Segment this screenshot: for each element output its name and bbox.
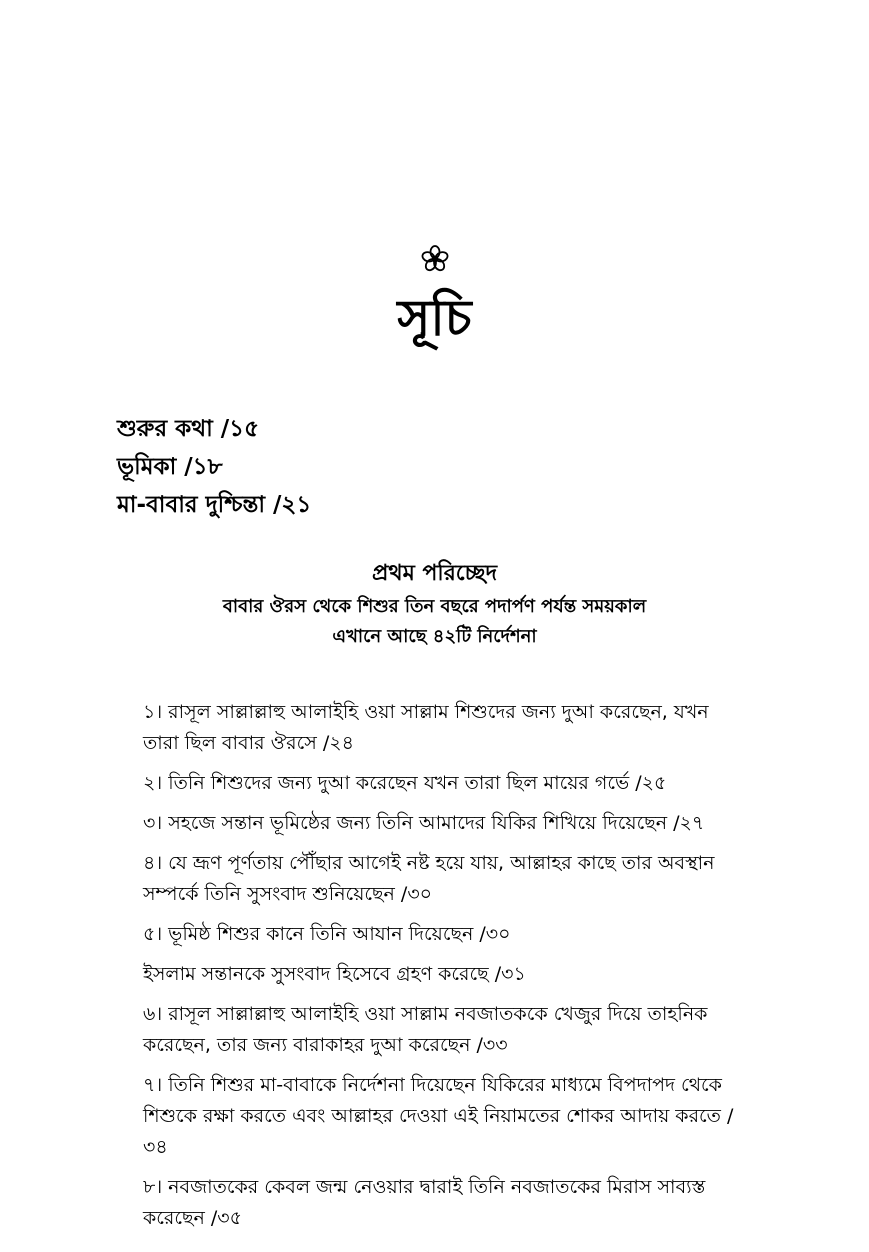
toc-entry: ২। তিনি শিশুদের জন্য দুআ করেছেন যখন তারা ছিল মায়ের গর্ভে /২৫ (143, 772, 667, 794)
page-title: সূচি (397, 289, 472, 347)
toc-entry: ৬। রাসূল সাল্লাল্লাহু আলাইহি ওয়া সাল্লাম নবজাতককে খেজুর দিয়ে তাহনিক করেছেন, তার জন্য বারাকাহর দুআ করেছেন /৩৩ (143, 1003, 708, 1056)
toc-entry: ৩। সহজে সন্তান ভূমিষ্ঠের জন্য তিনি আমাদের যিকির শিখিয়ে দিয়েছেন /২৭ (143, 812, 705, 834)
chapter-note: এখানে আছে ৪২টি নির্দেশনা (332, 626, 537, 647)
toc-entry: ইসলাম সন্তানকে সুসংবাদ হিসেবে গ্রহণ করেছে /৩১ (143, 963, 526, 985)
chapter-header (0, 556, 869, 652)
front-item-preface: ভূমিকা /১৮ (117, 454, 223, 480)
toc-entry: ৪। যে ভ্রূণ পূর্ণতায় পৌঁছার আগেই নষ্ট হয়ে যায়, আল্লাহর কাছে তার অবস্থান সম্পর্কে তিনি সুসংবাদ শুনিয়েছেন /৩০ (143, 852, 715, 905)
toc-entries (143, 697, 743, 1243)
front-matter-list (117, 410, 717, 524)
flower-icon (420, 259, 450, 278)
ornament (0, 244, 869, 278)
toc-entry: ৮। নবজাতকের কেবল জন্ম নেওয়ার দ্বারাই তিনি নবজাতকের মিরাস সাব্যস্ত করেছেন /৩৫ (143, 1176, 706, 1229)
toc-entry: ৭। তিনি শিশুর মা-বাবাকে নির্দেশনা দিয়েছেন যিকিরের মাধ্যমে বিপদাপদ থেকে শিশুকে রক্ষা করতে এবং আল্লাহর দেওয়া এই নিয়ামতের শোকর আদায় করতে /৩৪ (143, 1074, 734, 1158)
front-item-parents-worry: মা-বাবার দুশ্চিন্তা /২১ (117, 492, 312, 518)
toc-entry: ৫। ভূমিষ্ঠ শিশুর কানে তিনি আযান দিয়েছেন /৩০ (143, 923, 511, 945)
toc-entry: ১। রাসূল সাল্লাল্লাহু আলাইহি ওয়া সাল্লাম শিশুদের জন্য দুআ করেছেন, যখন তারা ছিল বাবার ঔরসে /২৪ (143, 701, 709, 754)
chapter-title: প্রথম পরিচ্ছেদ (371, 561, 498, 586)
chapter-subtitle: বাবার ঔরস থেকে শিশুর তিন বছরে পদার্পণ পর্যন্ত সময়কাল (222, 596, 647, 617)
front-item-intro: শুরুর কথা /১৫ (117, 416, 260, 442)
